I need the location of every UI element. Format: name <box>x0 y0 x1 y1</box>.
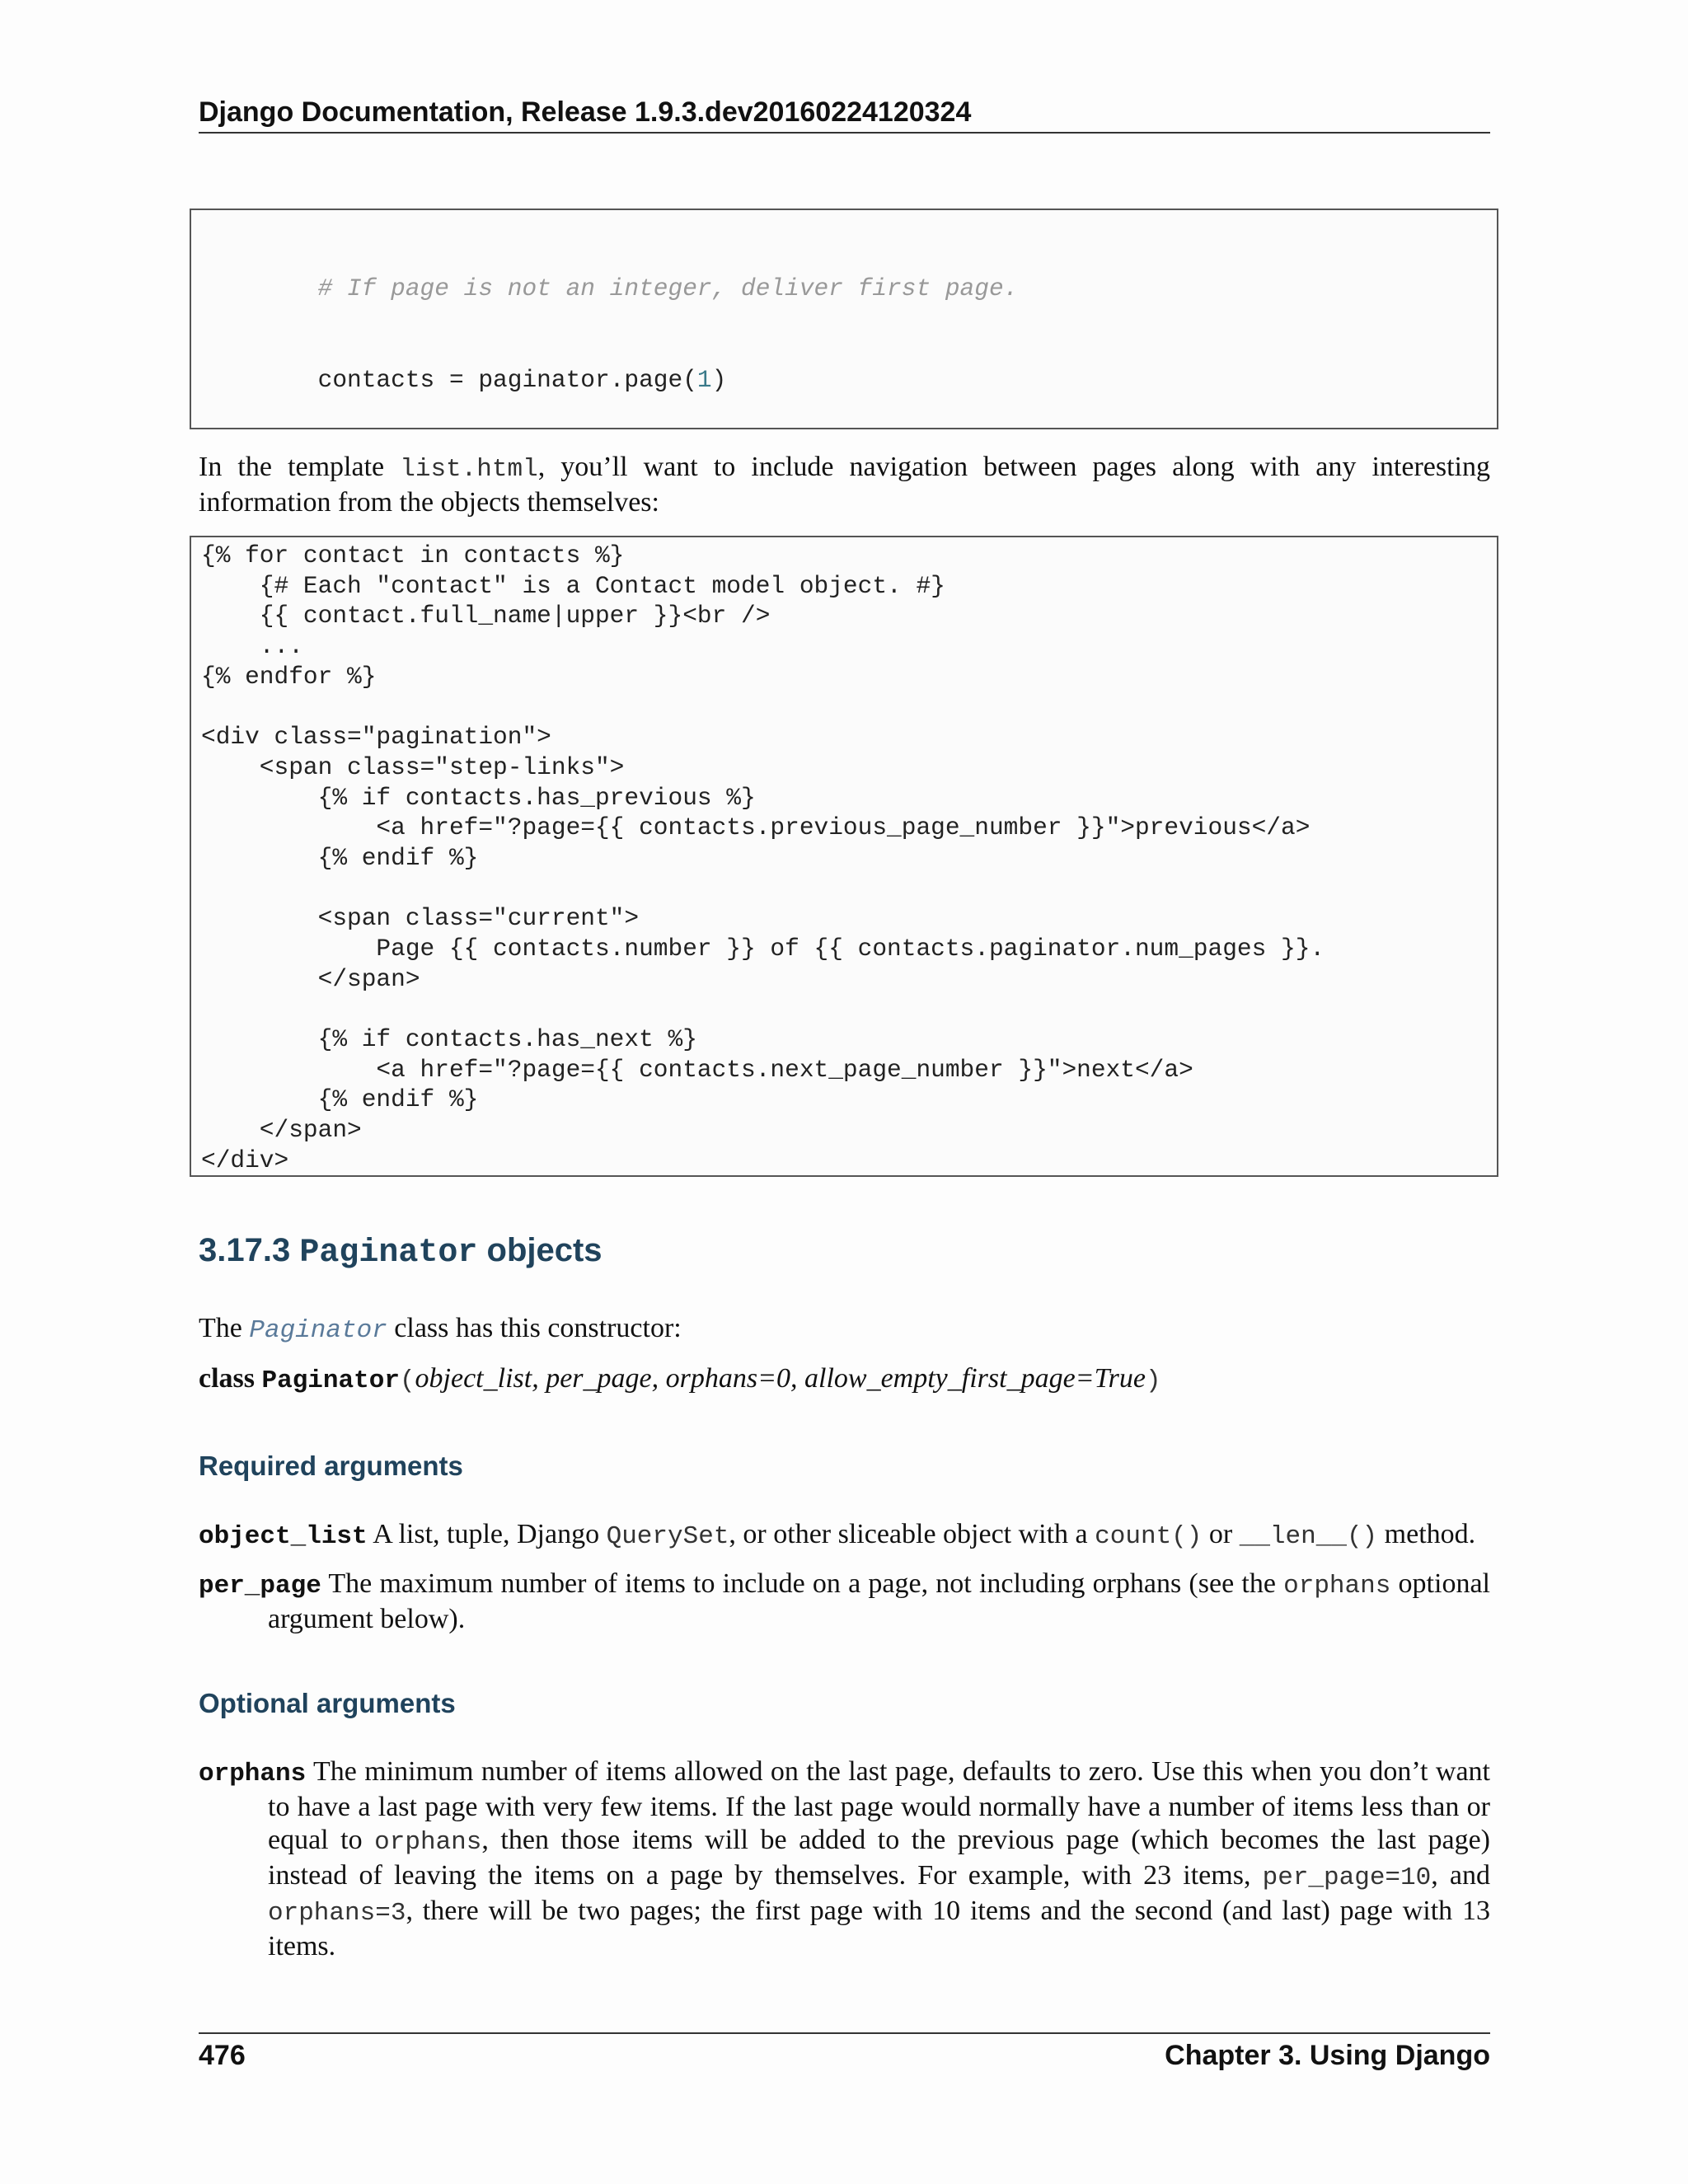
code-line: {% if contacts.has_previous %} <box>201 783 756 812</box>
chapter-title: Chapter 3. Using Django <box>1165 2040 1490 2071</box>
running-header: Django Documentation, Release 1.9.3.dev20160224120324 <box>199 92 1490 134</box>
arg-per-page: per_page The maximum number of items to include on a page, not including orphans (see the orphans optional argument below). <box>199 1568 1490 1634</box>
optional-arguments-heading: Optional arguments <box>199 1688 456 1718</box>
code-line: {% endif %} <box>201 1085 479 1114</box>
paginator-link[interactable]: Paginator <box>249 1316 387 1345</box>
inline-code: list.html <box>400 455 538 484</box>
code-line: contacts = paginator.page(1) <box>201 365 727 394</box>
code-line: <a href="?page={{ contacts.next_page_number }}">next</a> <box>201 1055 1193 1084</box>
code-line: ... <box>201 632 303 661</box>
code-line: <span class="step-links"> <box>201 752 625 781</box>
code-block-template <box>190 536 1498 1177</box>
arg-object-list: object_list A list, tuple, Django QuerySet, or other sliceable object with a count() or __len__() method. <box>199 1519 1476 1551</box>
class-signature: class Paginator(object_list, per_page, orphans=0, allow_empty_first_page=True) <box>199 1363 1161 1395</box>
code-line: <a href="?page={{ contacts.previous_page_number }}">previous</a> <box>201 813 1311 842</box>
code-line <box>201 994 1497 1024</box>
code-line: </span> <box>201 964 420 993</box>
code-line: {% for contact in contacts %} <box>201 541 625 569</box>
code-line: Page {{ contacts.number }} of {{ contacts.paginator.num_pages }}. <box>201 934 1325 963</box>
code-line: {% if contacts.has_next %} <box>201 1025 697 1053</box>
code-line: <span class="current"> <box>201 904 640 933</box>
code-line: {% endfor %} <box>201 662 377 691</box>
required-arguments-heading: Required arguments <box>199 1451 463 1481</box>
code-line: </div> <box>201 1146 289 1174</box>
arg-orphans: orphans The minimum number of items allowed on the last page, defaults to zero. Use this when you don’t want to have a last page with very few items. If the last page would normally have a number of items less than or equal to orphans, then those items will be added to the previous page (which becomes the last page) instead of leaving the items on a page by themselves. For example, with 23 items, per_page=10, and orphans=3, there will be two pages; the first page with 10 items and the second (and last) page with 13 items. <box>199 1756 1490 1961</box>
code-line: {# Each "contact" is a Contact model object. #} <box>201 571 945 600</box>
code-block-view-tail <box>190 209 1498 429</box>
template-paragraph: In the template list.html, you’ll want to include navigation between pages along with any interesting information from the objects themselves: <box>199 452 1490 518</box>
code-line: </span> <box>201 1116 362 1145</box>
code-line: <div class="pagination"> <box>201 723 551 752</box>
code-line: # If page is not an integer, deliver first page. <box>201 274 1019 303</box>
page-number: 476 <box>199 2040 246 2071</box>
code-line <box>201 691 1497 722</box>
running-footer <box>199 2032 1490 2077</box>
code-line <box>201 874 1497 904</box>
code-line: {% endif %} <box>201 843 479 872</box>
section-title: 3.17.3 Paginator objects <box>199 1232 603 1272</box>
code-line: {{ contact.full_name|upper }}<br /> <box>201 602 771 630</box>
constructor-intro: The Paginator class has this constructor: <box>199 1313 682 1345</box>
